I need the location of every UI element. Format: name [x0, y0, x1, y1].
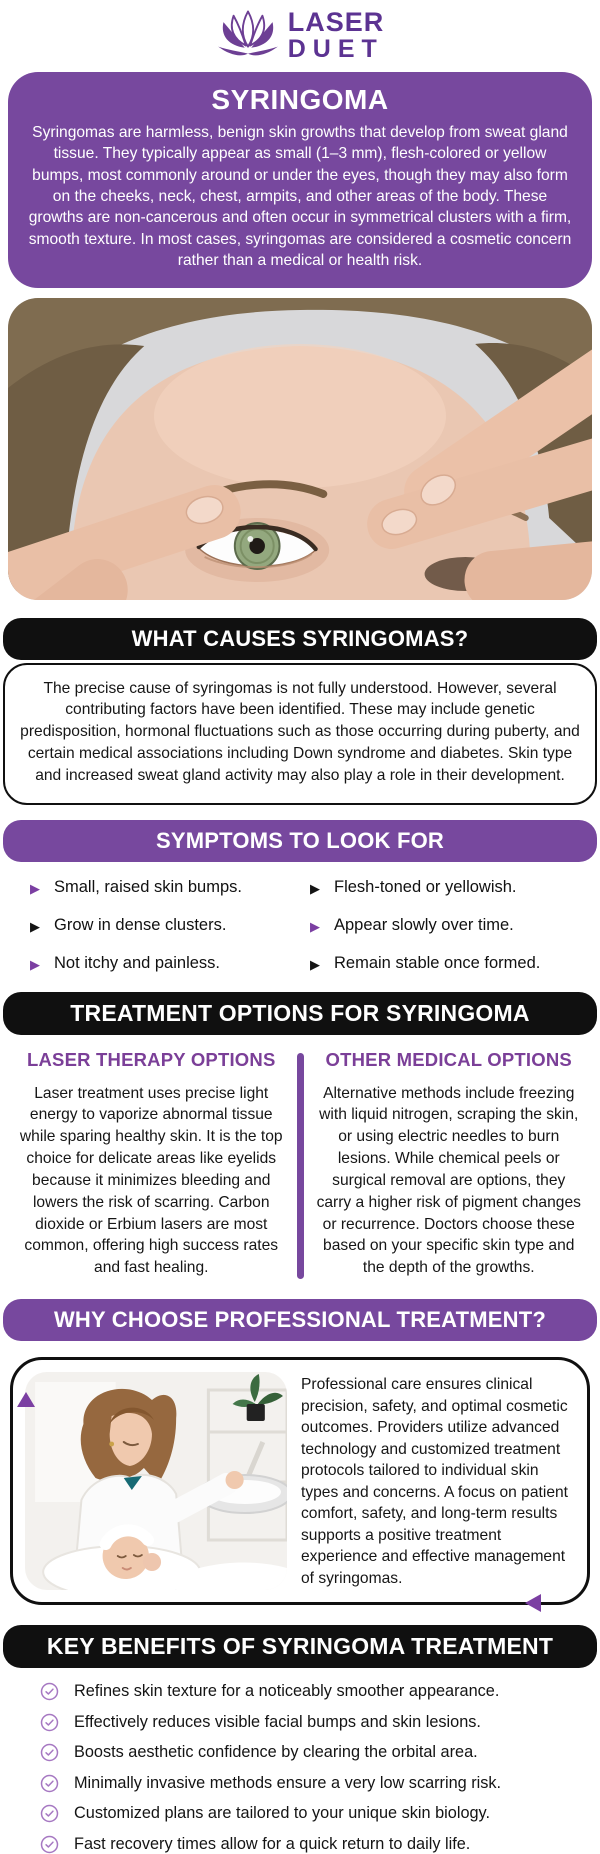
triangle-bullet-icon: ▶ [30, 956, 40, 972]
page-title: SYRINGOMA [211, 84, 389, 115]
symptom-label: Small, raised skin bumps. [54, 877, 242, 896]
triangle-bullet-icon: ▶ [30, 880, 40, 896]
benefit-item [40, 1804, 590, 1823]
symptom-label: Not itchy and painless. [54, 953, 221, 972]
causes-text-box: The precise cause of syringomas is not fully understood. However, several contributing factors have been identified. These may include genetic predisposition, hormonal fluctuations such as those occurring during puberty, and certain medical associations including Down syndrome and diabetes. Skin type and increased sweat gland activity may also play a role in their development. [3, 663, 597, 805]
triangle-bullet-icon: ▶ [310, 956, 320, 972]
symptoms-column-left [30, 878, 310, 973]
triangle-bullet-icon: ▶ [310, 918, 320, 934]
symptom-item [310, 954, 590, 973]
section-bar-treatment: TREATMENT OPTIONS FOR SYRINGOMA [3, 992, 597, 1035]
eye-examination-photo [8, 298, 592, 600]
benefit-label: Fast recovery times allow for a quick return to daily life. [74, 1834, 471, 1853]
professional-description: Professional care ensures clinical precision, safety, and optimal cosmetic outcomes. Providers utilize advanced technology and customized treatment protocols tailored to individual skin types and concerns. A focus on patient comfort, safety, and long-term results supports a positive treatment experience and effective management of syringomas. [301, 1376, 569, 1587]
section-bar-causes: WHAT CAUSES SYRINGOMAS? [3, 618, 597, 660]
symptom-item [310, 878, 590, 897]
check-circle-icon [40, 1743, 59, 1762]
treatment-column-heading: OTHER MEDICAL OPTIONS [325, 1048, 572, 1070]
benefits-list [0, 1668, 600, 1854]
benefit-item [40, 1835, 590, 1854]
check-circle-icon [40, 1713, 59, 1732]
intro-description: Syringomas are harmless, benign skin growths that develop from sweat gland tissue. They typically appear as small (1–3 mm), flesh-colored or yellow bumps, most commonly around or under the eyes, though they may also form on the cheeks, neck, chest, armpits, and other areas of the body. These growths are non-cancerous and often occur in symmetrical clusters with a firm, smooth texture. In most cases, syringomas are considered a cosmetic concern rather than a medical or health risk. [28, 124, 572, 270]
benefit-label: Effectively reduces visible facial bumps and skin lesions. [74, 1712, 481, 1731]
triangle-bullet-icon: ▶ [310, 880, 320, 896]
section-bar-symptoms: SYMPTOMS TO LOOK FOR [3, 820, 597, 862]
section-bar-benefits: KEY BENEFITS OF SYRINGOMA TREATMENT [3, 1625, 597, 1668]
symptom-label: Appear slowly over time. [334, 915, 514, 934]
check-circle-icon [40, 1804, 59, 1823]
benefit-item [40, 1743, 590, 1762]
treatment-columns [0, 1035, 600, 1287]
benefit-label: Customized plans are tailored to your unique skin biology. [74, 1804, 491, 1823]
symptom-item [30, 878, 310, 897]
symptom-item [30, 916, 310, 935]
benefit-item [40, 1682, 590, 1701]
arrow-left-icon [525, 1594, 541, 1612]
brand-name-line1: LASER [287, 7, 385, 38]
triangle-bullet-icon: ▶ [30, 918, 40, 934]
benefit-item [40, 1713, 590, 1732]
symptoms-column-right [310, 878, 590, 973]
symptom-label: Flesh-toned or yellowish. [334, 877, 517, 896]
check-circle-icon [40, 1835, 59, 1854]
section-bar-professional: WHY CHOOSE PROFESSIONAL TREATMENT? [3, 1299, 597, 1341]
benefit-label: Refines skin texture for a noticeably smoother appearance. [74, 1682, 500, 1701]
symptom-item [30, 954, 310, 973]
arrow-up-icon [17, 1392, 35, 1407]
benefit-label: Minimally invasive methods ensure a very low scarring risk. [74, 1773, 502, 1792]
treatment-column-body: Alternative methods include freezing with liquid nitrogen, scraping the skin, or using electric needles to burn lesions. While chemical peels or surgical removal are options, they carry a higher risk of pigment changes or recurrence. Doctors choose these based on your specific skin type and the depth of the growths. [316, 1084, 581, 1277]
brand-name-line2: DUET [287, 35, 384, 64]
clinic-treatment-photo [25, 1372, 287, 1590]
symptom-item [310, 916, 590, 935]
column-divider [297, 1053, 304, 1279]
professional-box [10, 1357, 590, 1605]
intro-card [8, 72, 592, 288]
treatment-column-heading: LASER THERAPY OPTIONS [26, 1048, 276, 1070]
treatment-column-other [304, 1049, 595, 1279]
treatment-column-laser [6, 1049, 297, 1279]
brand-logo [0, 0, 600, 68]
check-circle-icon [40, 1774, 59, 1793]
brand-name [288, 9, 385, 62]
check-circle-icon [40, 1682, 59, 1701]
benefit-label: Boosts aesthetic confidence by clearing the orbital area. [74, 1743, 478, 1762]
symptoms-list [0, 862, 600, 979]
treatment-column-body: Laser treatment uses precise light energy to vaporize abnormal tissue while sparing healthy skin. It is the top choice for delicate areas like eyelids because it minimizes bleeding and lowers the risk of scarring. Carbon dioxide or Erbium lasers are most common, offering high success rates and fast healing. [19, 1084, 283, 1277]
symptom-label: Remain stable once formed. [334, 953, 541, 972]
symptom-label: Grow in dense clusters. [54, 915, 227, 934]
benefit-item [40, 1774, 590, 1793]
lotus-icon [216, 8, 280, 64]
